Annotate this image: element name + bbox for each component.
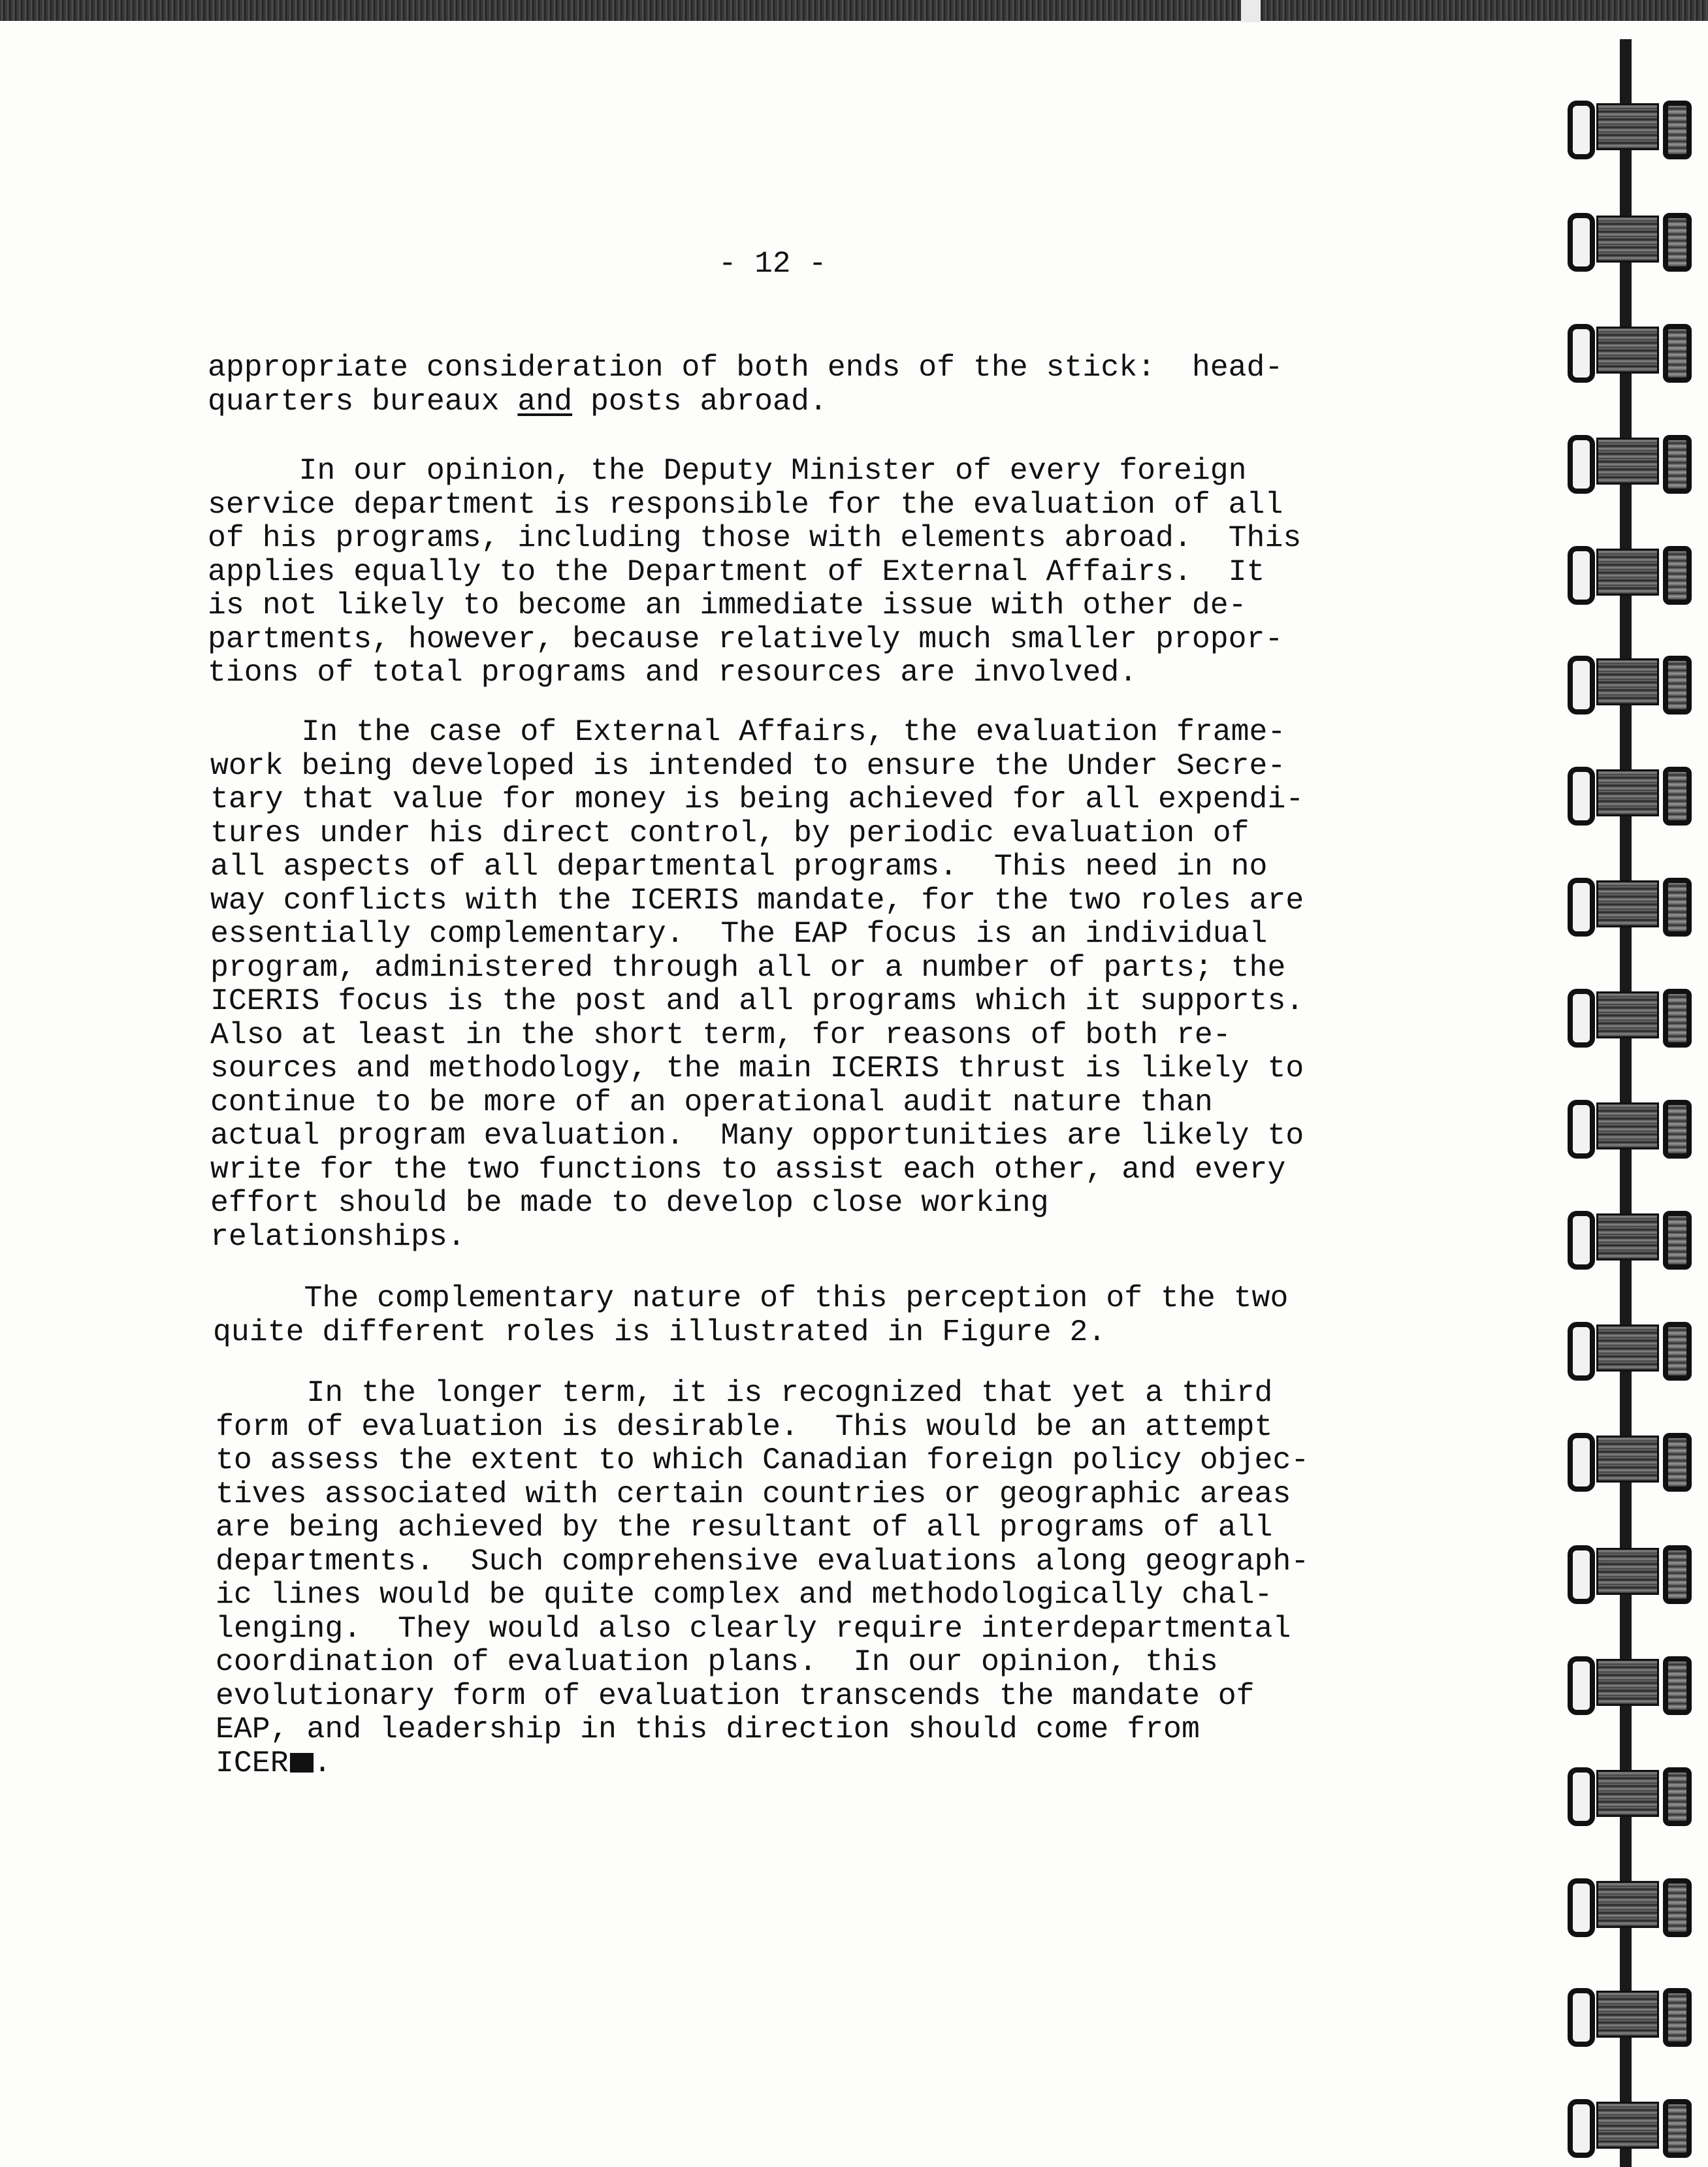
text-segment: quarters bureaux (208, 383, 518, 419)
text-line: tives associated with certain countries or geographic areas (216, 1476, 1291, 1511)
text-line: Also at least in the short term, for reasons of both re- (210, 1017, 1231, 1052)
binding-ring-part (1596, 1881, 1659, 1928)
binding-ring-part (1663, 324, 1692, 383)
binding-ring-part (1596, 549, 1659, 596)
text-line: applies equally to the Department of External Affairs. It (208, 554, 1265, 589)
binding-ring-part (1568, 546, 1595, 605)
page-number: - 12 - (718, 247, 827, 281)
binding-ring (1568, 210, 1692, 264)
binding-ring-part (1596, 1770, 1659, 1817)
binding-ring-part (1663, 101, 1692, 159)
text-line: lenging. They would also clearly require interdepartmental (216, 1611, 1291, 1646)
text-line: is not likely to become an immediate issue with other de- (208, 588, 1247, 622)
text-line: write for the two functions to assist each other, and every (210, 1151, 1286, 1187)
binding-ring (1568, 1543, 1692, 1596)
binding-ring-part (1596, 1548, 1659, 1595)
binding-ring-part (1568, 1100, 1595, 1159)
text-line: relationships. (210, 1219, 466, 1254)
text-line: continue to be more of an operational audit nature than (210, 1084, 1213, 1119)
binding-ring-part (1663, 546, 1692, 605)
text-line: appropriate consideration of both ends of the stick: head- (208, 350, 1283, 385)
binding-ring (1568, 1985, 1692, 2039)
binding-ring-part (1596, 880, 1659, 927)
binding-ring (1568, 986, 1692, 1040)
text-line: actual program evaluation. Many opportunities are likely to (210, 1118, 1304, 1153)
binding-ring-part (1596, 1102, 1659, 1149)
binding-ring (1568, 653, 1692, 707)
text-line: form of evaluation is desirable. This would be an attempt (216, 1409, 1273, 1444)
binding-ring-part (1663, 1211, 1692, 1270)
binding-ring-part (1568, 1656, 1595, 1715)
text-line: are being achieved by the resultant of all programs of all (216, 1510, 1273, 1545)
binding-ring-part (1568, 767, 1595, 826)
binding-ring-part (1568, 1211, 1595, 1270)
binding-ring-part (1568, 2099, 1595, 2158)
binding-ring-part (1663, 1322, 1692, 1381)
underlined-word: and (517, 383, 573, 419)
binding-ring-part (1596, 2102, 1659, 2149)
binding-ring (1568, 1208, 1692, 1262)
text-line: partments, however, because relatively much smaller propor- (208, 621, 1283, 656)
text-line: tions of total programs and resources are involved. (208, 655, 1138, 690)
binding-ring-part (1596, 1324, 1659, 1372)
binding-ring-part (1568, 1433, 1595, 1492)
text-line: In our opinion, the Deputy Minister of every foreign (208, 453, 1247, 488)
binding-ring-part (1568, 1545, 1595, 1604)
binding-ring-part (1568, 435, 1595, 494)
binding-ring-part (1663, 2099, 1692, 2158)
text-line: of his programs, including those with elements abroad. This (208, 521, 1302, 555)
binding-ring (1568, 432, 1692, 486)
binding-ring-part (1568, 1988, 1595, 2047)
text-segment: posts abroad. (572, 383, 828, 419)
binding-ring (1568, 1097, 1692, 1151)
binding-ring-part (1596, 769, 1659, 816)
text-line: program, administered through all or a number of parts; the (210, 950, 1286, 985)
binding-ring (1568, 2096, 1692, 2150)
binding-ring-part (1663, 1545, 1692, 1604)
binding-ring-part (1568, 878, 1595, 937)
binding-ring-part (1663, 878, 1692, 937)
binding-ring (1568, 764, 1692, 818)
binding-ring-part (1568, 656, 1595, 714)
text-line: EAP, and leadership in this direction should come from (216, 1712, 1200, 1746)
text-line: way conflicts with the ICERIS mandate, for the two roles are (210, 882, 1304, 918)
text-line: quite different roles is illustrated in Figure 2. (213, 1314, 1106, 1349)
text-line: evolutionary form of evaluation transcends the mandate of (216, 1678, 1255, 1713)
text-line: work being developed is intended to ensure the Under Secre- (210, 748, 1286, 783)
binding-ring-part (1568, 1878, 1595, 1937)
text-line: departments. Such comprehensive evaluations along geograph- (216, 1543, 1310, 1579)
scan-edge-strip (0, 0, 1708, 21)
text-segment: . (313, 1745, 332, 1780)
scan-edge-gap (1241, 0, 1261, 22)
binding-ring-part (1568, 101, 1595, 159)
binding-ring-part (1663, 1988, 1692, 2047)
binding-ring-part (1596, 1991, 1659, 2038)
text-line: coordination of evaluation plans. In our opinion, this (216, 1645, 1218, 1679)
binding-ring-part (1663, 213, 1692, 272)
text-line: tures under his direct control, by periodic evaluation of (210, 815, 1249, 850)
binding-ring-part (1663, 1100, 1692, 1159)
binding-ring-part (1568, 1767, 1595, 1826)
text-line: ICERIS focus is the post and all programs which it supports. (210, 984, 1304, 1018)
binding-ring (1568, 1876, 1692, 1929)
binding-ring (1568, 1654, 1692, 1707)
binding-ring-part (1663, 656, 1692, 714)
binding-ring (1568, 1765, 1692, 1818)
binding-ring-part (1596, 438, 1659, 485)
binding-ring (1568, 543, 1692, 597)
text-line (216, 1745, 332, 1780)
binding-ring-part (1596, 1213, 1659, 1260)
text-line: In the case of External Affairs, the evaluation frame- (210, 714, 1286, 749)
binding-ring-part (1568, 1322, 1595, 1381)
text-line: In the longer term, it is recognized that yet a third (216, 1375, 1273, 1410)
text-line: service department is responsible for the evaluation of all (208, 487, 1283, 522)
binding-ring-part (1663, 1878, 1692, 1937)
binding-ring-part (1568, 324, 1595, 383)
text-segment: ICER (216, 1745, 289, 1780)
binding-ring-part (1663, 1433, 1692, 1492)
text-line: essentially complementary. The EAP focus is an individual (210, 916, 1268, 951)
text-line: tary that value for money is being achieved for all expendi- (210, 782, 1304, 816)
text-line: The complementary nature of this perception of the two (213, 1281, 1289, 1315)
text-line: ic lines would be quite complex and methodologically chal- (216, 1577, 1273, 1612)
binding-ring-part (1596, 1659, 1659, 1706)
binding-ring-part (1663, 435, 1692, 494)
text-line: sources and methodology, the main ICERIS thrust is likely to (210, 1051, 1304, 1085)
binding-ring-part (1596, 216, 1659, 263)
text-line (208, 383, 828, 419)
binding-ring-part (1568, 213, 1595, 272)
text-line: effort should be made to develop close working (210, 1185, 1049, 1220)
binding-ring (1568, 321, 1692, 375)
binding-ring-part (1663, 1767, 1692, 1826)
binding-ring-part (1596, 1436, 1659, 1483)
binding-ring-part (1663, 989, 1692, 1048)
binding-ring-part (1596, 327, 1659, 374)
binding-ring (1568, 1319, 1692, 1373)
text-line: to assess the extent to which Canadian foreign policy objec- (216, 1443, 1310, 1477)
binding-ring (1568, 875, 1692, 929)
redaction-mark (290, 1753, 314, 1773)
binding-ring-part (1596, 991, 1659, 1038)
binding-ring (1568, 1430, 1692, 1484)
binding-ring-part (1663, 1656, 1692, 1715)
binding-ring (1568, 98, 1692, 152)
binding-ring-part (1596, 103, 1659, 150)
text-line: all aspects of all departmental programs. This need in no (210, 849, 1268, 884)
binding-ring-part (1568, 989, 1595, 1048)
binding-ring-part (1596, 658, 1659, 705)
binding-ring-part (1663, 767, 1692, 826)
